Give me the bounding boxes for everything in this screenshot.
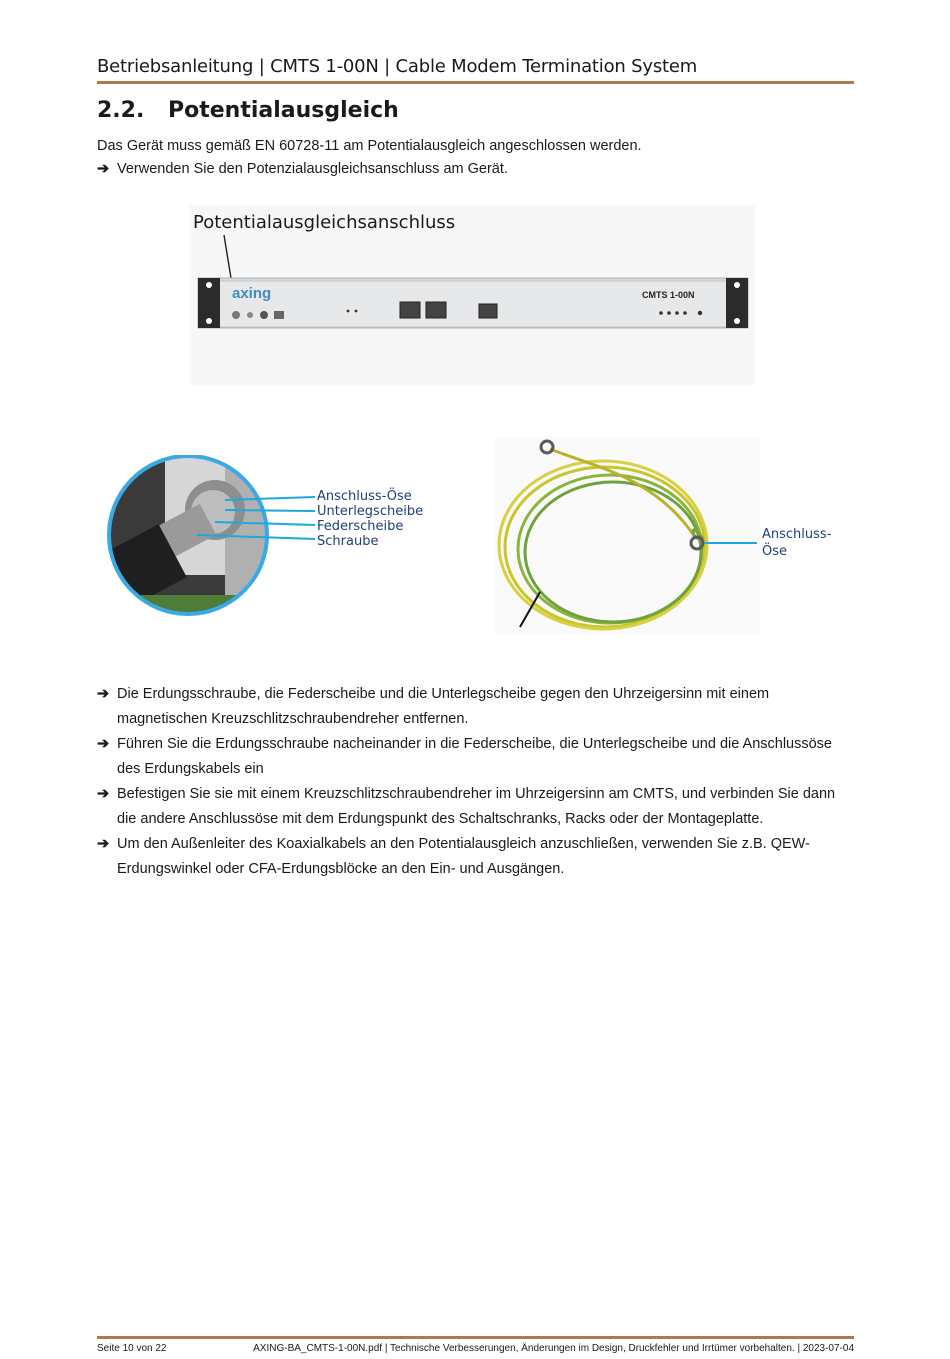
device-figure-label: Potentialausgleichsanschluss [193, 212, 456, 233]
footer-note: AXING-BA_CMTS-1-00N.pdf | Technische Verbesserungen, Änderungen im Design, Druckfehler und Irrtümer vorbehalten. | 2023-07-04 [253, 1343, 854, 1354]
callout-schraube: Schraube [317, 534, 379, 549]
intro-instruction [97, 157, 508, 181]
device-model-label: CMTS 1-00N [642, 290, 695, 300]
page-header-title: Betriebsanleitung | CMTS 1-00N | Cable Modem Termination System [97, 56, 698, 77]
callout-anschluss-oese: Anschluss-Öse [317, 489, 412, 504]
list-item [97, 782, 857, 832]
list-item-text: Um den Außenleiter des Koaxialkabels an den Potentialausgleich anzuschließen, verwenden Sie z.B. QEW-Erdungswinkel oder CFA-Erdungsblöcke an den Ein- und Ausgängen. [117, 836, 810, 877]
footer-page-number: Seite 10 von 22 [97, 1343, 167, 1354]
grounding-cable-image [495, 437, 795, 637]
steps-list [97, 682, 857, 882]
header-rule [97, 81, 854, 84]
list-item [97, 682, 857, 732]
intro-instruction-text: Verwenden Sie den Potenzialausgleichsanschluss am Gerät. [117, 161, 508, 177]
intro-paragraph: Das Gerät muss gemäß EN 60728-11 am Potentialausgleich angeschlossen werden. [97, 138, 642, 154]
section-number: 2.2. [97, 98, 145, 123]
list-item-text: Die Erdungsschraube, die Federscheibe und die Unterlegscheibe gegen den Uhrzeigersinn mit einem magnetischen Kreuzschlitzschraubendreher entfernen. [117, 686, 770, 727]
callout-unterlegscheibe: Unterlegscheibe [317, 504, 424, 519]
arrow-icon: ➔ [97, 161, 110, 177]
cable-callout [762, 526, 831, 560]
list-item [97, 732, 857, 782]
device-front-panel-image [190, 205, 755, 385]
section-title: Potentialausgleich [168, 98, 399, 123]
section-heading [97, 98, 399, 123]
axing-logo: axing [232, 285, 272, 302]
cable-callout-line1: Anschluss- [762, 527, 832, 542]
screw-callout-list [317, 489, 423, 549]
footer-rule [97, 1336, 854, 1339]
arrow-icon: ➔ [97, 786, 110, 802]
list-item-text: Führen Sie die Erdungsschraube nacheinander in die Federscheibe, die Unterlegscheibe und die Anschlussöse des Erdungskabels ein [117, 736, 832, 777]
cable-callout-line2: Öse [762, 544, 788, 559]
list-item-text: Befestigen Sie sie mit einem Kreuzschlitzschraubendreher im Uhrzeigersinn am CMTS, und verbinden Sie dann die andere Anschlussöse mit dem Erdungspunkt des Schaltschranks, Racks oder der Montageplatte. [117, 786, 836, 827]
callout-federscheibe: Federscheibe [317, 519, 404, 534]
arrow-icon: ➔ [97, 736, 110, 752]
arrow-icon: ➔ [97, 686, 110, 702]
arrow-icon: ➔ [97, 836, 110, 852]
list-item [97, 832, 857, 882]
